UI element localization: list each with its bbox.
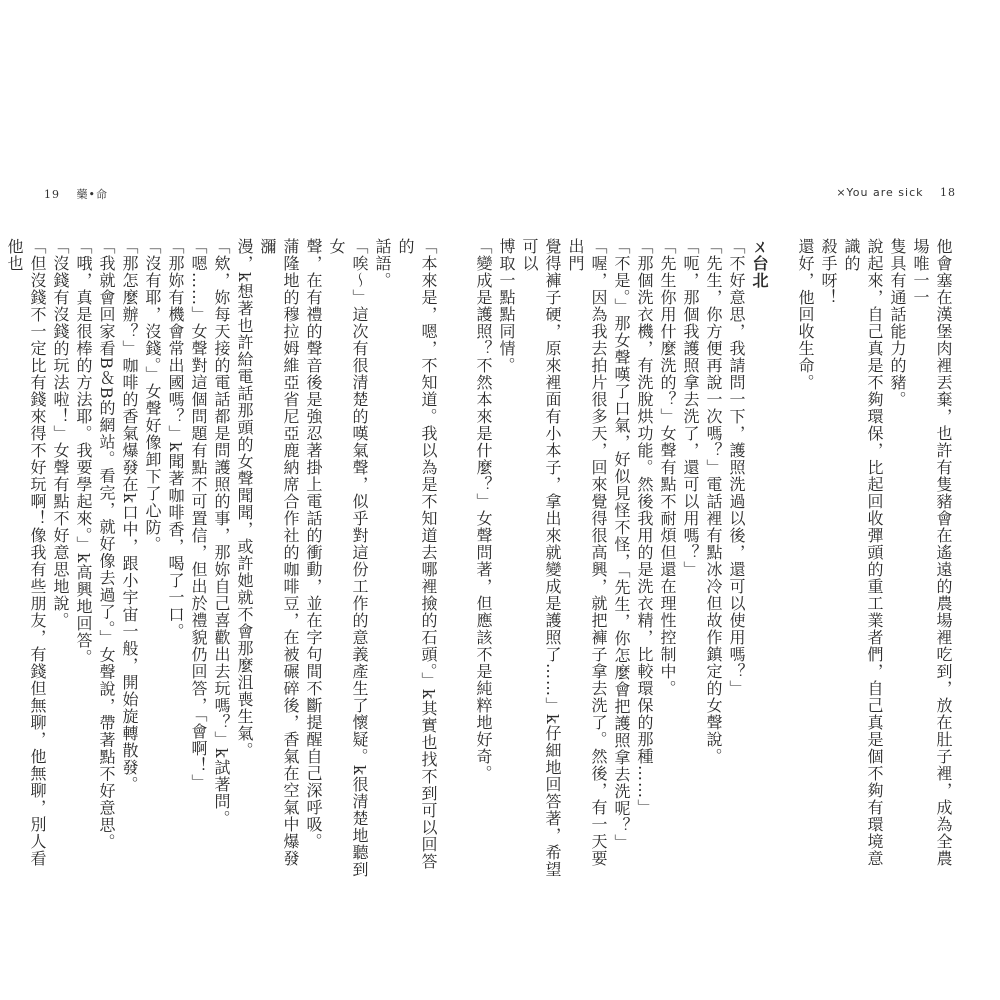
paragraph: 覺得褲子硬，原來裡面有小本子，拿出來就變成是護照了……」k仔細地回答著，希望可以 — [520, 238, 562, 878]
paragraph — [0, 238, 3, 878]
left-page-number: 19 — [44, 188, 60, 201]
right-running-head — [836, 186, 956, 199]
right-page-body — [474, 238, 955, 878]
paragraph: 說起來，自己真是不夠環保，比起回收彈頭的重工業者們，自己真是個不夠有環境意識的 — [842, 238, 884, 867]
paragraph: 殺手呀！ — [819, 238, 838, 306]
x-mark-icon: × — [836, 186, 847, 199]
left-running-title: 藥•命 — [76, 188, 108, 201]
paragraph: 「我就會回家看B＆B的網站。看完，就好像去過了。」女聲說，帶著點不好意思。 — [97, 238, 116, 851]
paragraph: 「唉～」這次有很清楚的嘆氣聲，似乎對這份工作的意義產生了懷疑。k很清楚地聽到女 — [327, 238, 369, 878]
paragraph: 「呃，那個我護照拿去洗了，還可以用嗎？」 — [681, 238, 700, 578]
paragraph: 「哦，真是很棒的方法耶。我要學起來。」k高興地回答。 — [74, 238, 93, 666]
paragraph: 漫，k想著也許給電話那頭的女聲聞聞，或許她就不會那麼沮喪生氣。 — [235, 238, 254, 759]
paragraph: 「沒錢有沒錢的玩法啦！」女聲有點不好意思地說。 — [51, 238, 70, 629]
left-running-head — [44, 186, 108, 202]
paragraph: 「變成是護照？不然本來是什麼？」女聲問著，但應該不是純粹地好奇。 — [474, 238, 493, 782]
paragraph: 隻具有通話能力的豬。 — [888, 238, 907, 408]
paragraph: 「喔，因為我去拍片很多天，回來覺得很高興，就把褲子拿去洗了。然後，有一天要出門 — [566, 238, 608, 867]
paragraph: 聲，在有禮的聲音後是強忍著掛上電話的衝動，並在字句間不斷提醒自己深呼吸。 — [304, 238, 323, 850]
paragraph: 蒲隆地的穆拉姆維亞省尼亞鹿納席合作社的咖啡豆，在被碾碎後，香氣在空氣中爆發瀰 — [258, 238, 300, 867]
paragraph: 「不是。」那女聲嘆了口氣，好似見怪不怪，「先生，你怎麼會把護照拿去洗呢？」 — [612, 238, 631, 851]
paragraph: 「但沒錢不一定比有錢來得不好玩啊！像我有些朋友，有錢但無聊，他無聊，別人看他也 — [5, 238, 47, 867]
paragraph: 「欸，妳每天接的電話都是問護照的事，那妳自己喜歡出去玩嗎？」k試著問。 — [212, 238, 231, 827]
paragraph: 「那妳有機會常出國嗎？」k聞著咖啡香，喝了一口。 — [166, 238, 185, 640]
left-page-body — [5, 238, 440, 878]
paragraph: 「嗯……」女聲對這個問題有點不可置信，但出於禮貌仍回答，「會啊！」 — [189, 238, 208, 791]
paragraph: 「先生，你方便再說一次嗎？」電話裡有點冰冷但故作鎮定的女聲說。 — [704, 238, 723, 765]
paragraph: 話語。 — [373, 238, 392, 289]
paragraph: 他會塞在漢堡肉裡丟棄，也許有隻豬會在遙遠的農場裡吃到，放在肚子裡，成為全農場唯一一 — [911, 238, 953, 867]
right-running-title: You are sick — [846, 186, 924, 199]
paragraph: 「那個洗衣機，有洗脫烘功能。然後我用的是洗衣精，比較環保的那種……」 — [635, 238, 654, 816]
paragraph: 「那怎麼辦？」咖啡的香氣爆發在k口中，跟小宇宙一般，開始旋轉散發。 — [120, 238, 139, 793]
paragraph: 「先生你用什麼洗的？」女聲有點不耐煩但還在理性控制中。 — [658, 238, 677, 697]
paragraph: 「沒有耶，沒錢。」女聲好像卸下了心防。 — [143, 238, 162, 553]
paragraph: 「本來是，嗯，不知道。我以為是不知道去哪裡撿的石頭。」k其實也找不到可以回答的 — [396, 238, 438, 870]
section-heading: ㄨ台北 — [750, 238, 769, 289]
paragraph: 還好，他回收生命。 — [796, 238, 815, 391]
paragraph: 博取一點點同情。 — [497, 238, 516, 374]
paragraph: 「不好意思，我請問一下，護照洗過以後，還可以使用嗎？」 — [727, 238, 746, 697]
right-page-number: 18 — [940, 186, 956, 199]
